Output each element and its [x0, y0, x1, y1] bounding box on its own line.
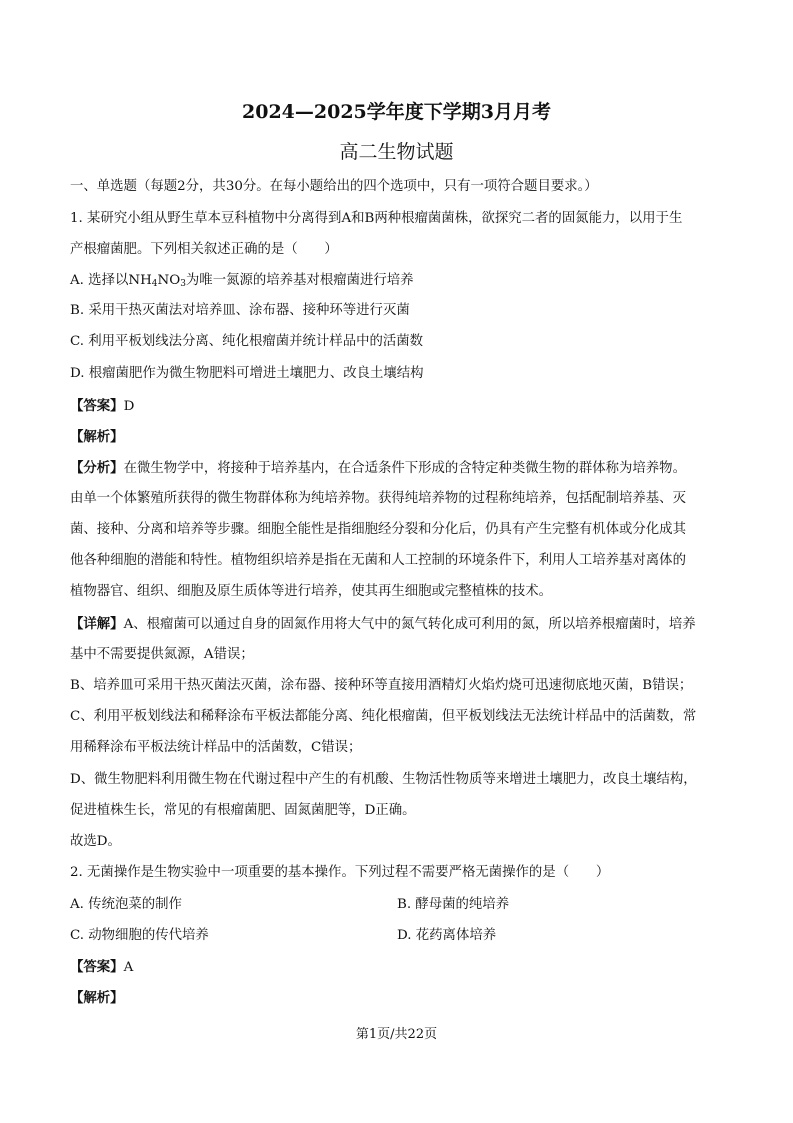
- q1-xiangjie-line7: 促进植株生长，常见的有根瘤菌肥、固氮菌肥等，D正确。: [70, 803, 416, 818]
- q1-fenxi-line2: 由单一个体繁殖所获得的微生物群体称为纯培养物。获得纯培养物的过程称纯培养，包括配制培养基、灭: [70, 491, 686, 506]
- q1-xiangjie-line6: D、微生物肥料利用微生物在代谢过程中产生的有机酸、生物活性物质等来增进土壤肥力，改良土壤结构，: [70, 772, 697, 787]
- q2-answer: [70, 958, 730, 977]
- q2-option-c: C. 动物细胞的传代培养: [70, 928, 209, 943]
- q1-conclusion: 故选D。: [70, 834, 121, 849]
- q1-fenxi-line4: 他各种细胞的潜能和特性。植物组织培养是指在无菌和人工控制的环境条件下，利用人工培养基对离体的: [70, 553, 686, 568]
- q1-xiangjie-line1: 【详解】A、根瘤菌可以通过自身的固氮作用将大气中的氮气转化成可利用的氮，所以培养根瘤菌时，培养: [70, 616, 696, 632]
- q1-analysis-label: 【解析】: [70, 429, 124, 445]
- q1-xiangjie-line2: 基中不需要提供氮源，A错误；: [70, 647, 254, 662]
- q1-fenxi-line5: 植物器官、组织、细胞及原生质体等进行培养，使其再生细胞或完整植株的技术。: [70, 584, 553, 599]
- q2-analysis-label: 【解析】: [70, 990, 124, 1006]
- exam-title: 2024—2025学年度下学期3月月考: [242, 101, 551, 123]
- q1-fenxi-line3: 菌、接种、分离和培养等步骤。细胞全能性是指细胞经分裂和分化后，仍具有产生完整有机体或分化成其: [70, 522, 686, 537]
- q1-option-c: C. 利用平板划线法分离、纯化根瘤菌并统计样品中的活菌数: [70, 334, 424, 349]
- q1-option-b: B. 采用干热灭菌法对培养皿、涂布器、接种环等进行灭菌: [70, 303, 410, 318]
- page-footer: 第1页/共22页: [355, 1027, 438, 1042]
- q1-xiangjie-line3: B、培养皿可采用干热灭菌法灭菌，涂布器、接种环等直接用酒精灯火焰灼烧可迅速彻底地灭菌，B错误；: [70, 678, 693, 693]
- answer-label: 【答案】: [70, 398, 124, 414]
- q1-answer: [70, 397, 730, 416]
- q1-option-d: D. 根瘤菌肥作为微生物肥料可增进土壤肥力、改良土壤结构: [70, 366, 424, 381]
- answer-value: D: [123, 399, 135, 414]
- q1-stem-line1: 1. 某研究小组从野生草本豆科植物中分离得到A和B两种根瘤菌菌株，欲探究二者的固氮能力，以用于生: [70, 211, 683, 226]
- q1-xiangjie-line5: 用稀释涂布平板法统计样品中的活菌数，C错误；: [70, 740, 362, 755]
- section-heading: 一、单选题（每题2分，共30分。在每小题给出的四个选项中，只有一项符合题目要求。）: [70, 179, 598, 194]
- answer-value: A: [123, 960, 134, 975]
- q1-option-a: A. 选择以$NH_4NO_3$为唯一氮源的培养基对根瘤菌进行培养: [70, 273, 414, 289]
- q2-option-b: B. 酵母菌的纯培养: [397, 897, 510, 912]
- q1-fenxi-line1: 【分析】在微生物学中，将接种于培养基内，在合适条件下形成的含特定种类微生物的群体称为培养物。: [70, 460, 686, 476]
- exam-subtitle: 高二生物试题: [339, 141, 454, 163]
- q1-stem-line2: 产根瘤菌肥。下列相关叙述正确的是（ ）: [70, 242, 338, 257]
- q2-option-d: D. 花药离体培养: [397, 928, 497, 943]
- q2-stem: 2. 无菌操作是生物实验中一项重要的基本操作。下列过程不需要严格无菌操作的是（ ）: [70, 865, 610, 880]
- q1-xiangjie-line4: C、利用平板划线法和稀释涂布平板法都能分离、纯化根瘤菌，但平板划线法无法统计样品中的活菌数，常: [70, 709, 697, 724]
- answer-label: 【答案】: [70, 959, 124, 975]
- q2-option-a: A. 传统泡菜的制作: [70, 897, 182, 912]
